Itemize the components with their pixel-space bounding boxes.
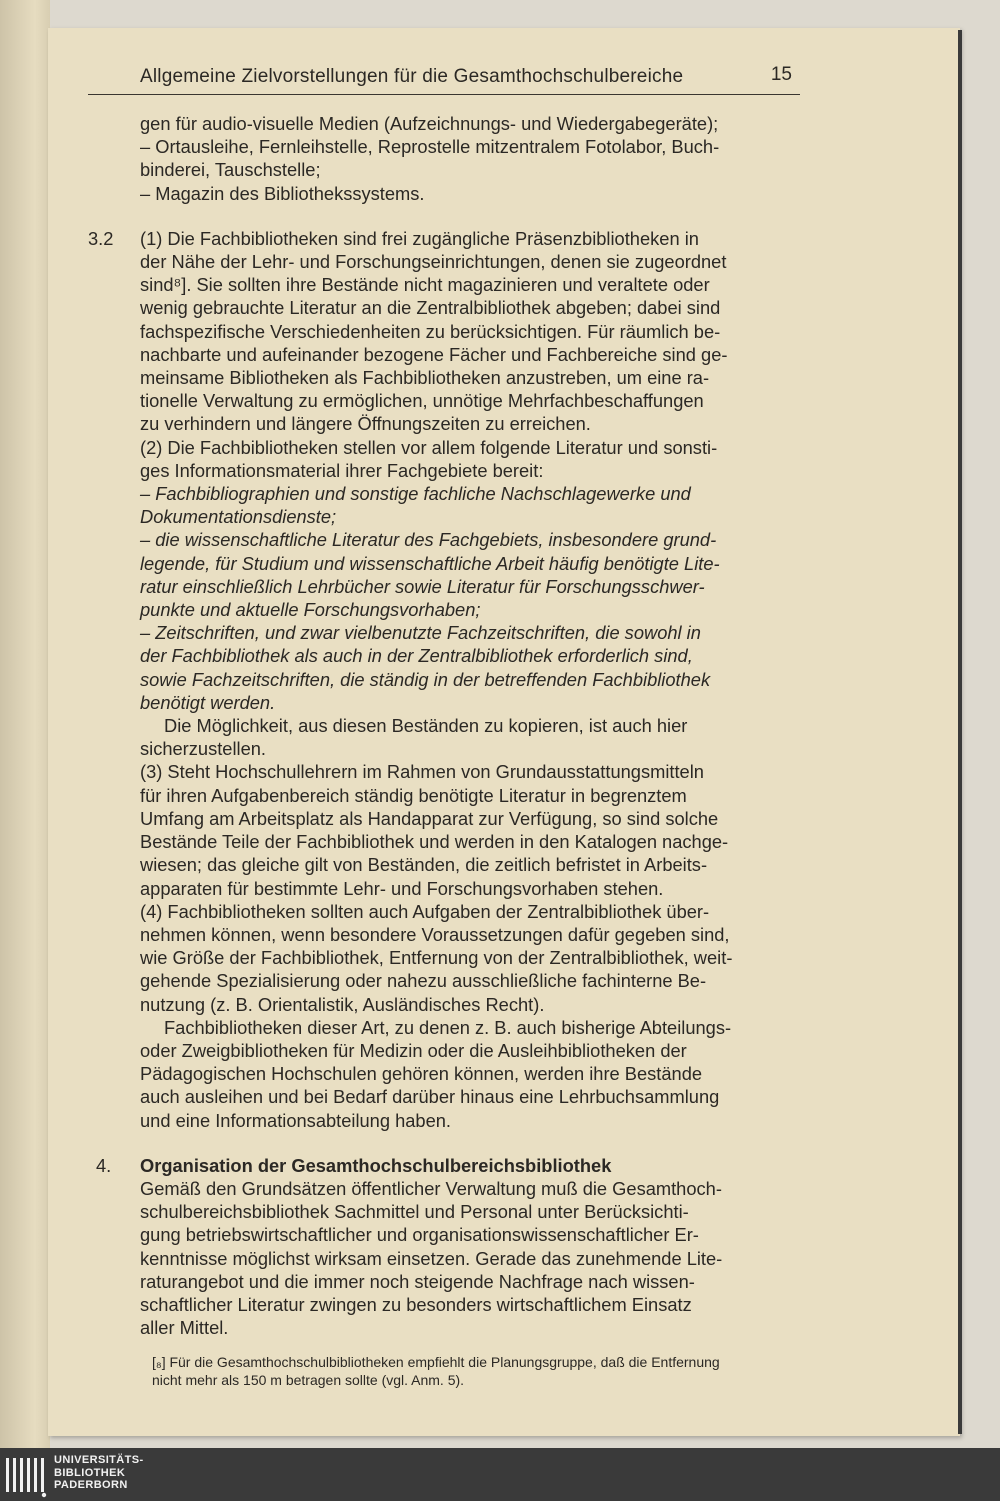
footnote-line: [₈] Für die Gesamthochschulbibliotheken empfiehlt die Planungsgruppe, daß die Entfernung <box>152 1354 720 1371</box>
text-line: gen für audio-visuelle Medien (Aufzeichnungs- und Wiedergabegeräte); <box>140 113 719 134</box>
text-line: nehmen können, wenn besondere Voraussetzungen dafür gegeben sind, <box>140 923 730 945</box>
text-line: sind⁸]. Sie sollten ihre Bestände nicht magazinieren und veraltete oder <box>140 274 710 296</box>
text-line: – Fachbibliographien und sonstige fachliche Nachschlagewerke und <box>140 483 691 505</box>
running-head <box>88 62 800 95</box>
library-name-line: UNIVERSITÄTS- <box>54 1454 144 1466</box>
paragraph-2 <box>88 436 800 761</box>
text-line: aller Mittel. <box>140 1317 229 1339</box>
text-line: Dokumentationsdienste; <box>140 506 337 528</box>
library-name <box>54 1454 144 1492</box>
footnote-line: nicht mehr als 150 m betragen sollte (vgl. Anm. 5). <box>152 1372 465 1389</box>
text-line: Pädagogischen Hochschulen gehören können, werden ihre Bestände <box>140 1063 703 1085</box>
section-number: 3.2 <box>88 227 114 249</box>
text-line: (2) Die Fachbibliotheken stellen vor allem folgende Literatur und sonsti- <box>140 436 718 458</box>
book-spine <box>0 0 50 1448</box>
library-logo-icon <box>4 1454 48 1498</box>
text-line: für ihren Aufgabenbereich ständig benötigte Literatur in begrenztem <box>140 784 687 806</box>
text-line: schulbereichsbibliothek Sachmittel und Personal unter Berücksichti- <box>140 1201 689 1223</box>
text-line: apparaten für bestimmte Lehr- und Forschungsvorhaben stehen. <box>140 877 664 899</box>
text-line: benötigt werden. <box>140 691 276 713</box>
text-line: wenig gebrauchte Literatur an die Zentralbibliothek abgeben; dabei sind <box>140 297 721 319</box>
text-line: der Nähe der Lehr- und Forschungseinrichtungen, denen sie zugeordnet <box>140 251 727 273</box>
text-line: sicherzustellen. <box>140 738 266 760</box>
text-line: wie Größe der Fachbibliothek, Entfernung von der Zentralbibliothek, weit- <box>140 947 733 969</box>
text-line: der Fachbibliothek als auch in der Zentralbibliothek erforderlich sind, <box>140 645 693 667</box>
text-line: auch ausleihen und bei Bedarf darüber hinaus eine Lehrbuchsammlung <box>140 1086 720 1108</box>
running-head-title: Allgemeine Zielvorstellungen für die Gesamthochschulbereiche <box>140 66 684 87</box>
text-line: – Magazin des Bibliothekssystems. <box>140 182 425 204</box>
text-line: Fachbibliotheken dieser Art, zu denen z. B. auch bisherige Abteilungs- <box>164 1016 732 1038</box>
text-line: ratur einschließlich Lehrbücher sowie Literatur für Forschungsschwer- <box>140 575 705 597</box>
text-line: schaftlicher Literatur zwingen zu besonders wirtschaftlichem Einsatz <box>140 1293 692 1315</box>
text-line: Umfang am Arbeitsplatz als Handapparat zur Verfügung, so sind solche <box>140 807 719 829</box>
text-line: (4) Fachbibliotheken sollten auch Aufgaben der Zentralbibliothek über- <box>140 900 710 922</box>
text-line: nachbarte und aufeinander bezogene Fächer und Fachbereiche sind ge- <box>140 343 728 365</box>
text-line: punkte und aktuelle Forschungsvorhaben; <box>140 599 481 621</box>
text-line: – Ortausleihe, Fernleihstelle, Reprostelle mitzentralem Fotolabor, Buch- <box>140 136 720 158</box>
text-line: raturangebot und die immer noch steigende Nachfrage nach wissen- <box>140 1270 695 1292</box>
text-line: Die Möglichkeit, aus diesen Beständen zu kopieren, ist auch hier <box>164 715 688 737</box>
footnote <box>88 1353 800 1389</box>
text-line: wiesen; das gleiche gilt von Beständen, die zeitlich befristet in Arbeits- <box>140 854 708 876</box>
paragraph-3 <box>88 760 800 899</box>
text-line: gehende Spezialisierung oder nahezu ausschließliche fachinterne Be- <box>140 970 707 992</box>
text-line: Bestände Teile der Fachbibliothek und werden in den Katalogen nachge- <box>140 831 729 853</box>
text-line: – die wissenschaftliche Literatur des Fachgebiets, insbesondere grund- <box>140 529 717 551</box>
page-content <box>88 62 800 1389</box>
text-line: binderei, Tauschstelle; <box>140 159 321 181</box>
page-number: 15 <box>770 64 792 85</box>
library-name-line: BIBLIOTHEK <box>54 1466 126 1479</box>
paragraph-4 <box>88 900 800 1132</box>
section-4 <box>88 1154 800 1340</box>
section-3-2 <box>88 227 800 1132</box>
text-line: legende, für Studium und wissenschaftliche Arbeit häufig benötigte Lite- <box>140 552 720 574</box>
text-line: nutzung (z. B. Orientalistik, Ausländisches Recht). <box>140 993 545 1015</box>
text-line: – Zeitschriften, und zwar vielbenutzte Fachzeitschriften, die sowohl in <box>140 622 701 644</box>
text-line: (1) Die Fachbibliotheken sind frei zugängliche Präsenzbibliotheken in <box>140 227 699 249</box>
library-footer-bar <box>0 1448 1000 1501</box>
section-heading: Organisation der Gesamthochschulbereichsbibliothek <box>140 1154 612 1176</box>
text-line: meinsame Bibliotheken als Fachbibliotheken anzustreben, um eine ra- <box>140 367 710 389</box>
text-line: tionelle Verwaltung zu ermöglichen, unnötige Mehrfachbeschaffungen <box>140 390 704 412</box>
text-line: und eine Informationsabteilung haben. <box>140 1109 452 1131</box>
text-line: ges Informationsmaterial ihrer Fachgebiete bereit: <box>140 459 544 481</box>
text-line: Gemäß den Grundsätzen öffentlicher Verwaltung muß die Gesamthoch- <box>140 1177 722 1199</box>
library-name-line: PADERBORN <box>54 1479 128 1491</box>
text-line: gung betriebswirtschaftlicher und organisationswissenschaftlicher Er- <box>140 1224 699 1246</box>
text-line: zu verhindern und längere Öffnungszeiten zu erreichen. <box>140 413 591 435</box>
text-line: (3) Steht Hochschullehrern im Rahmen von Grundausstattungsmitteln <box>140 761 704 783</box>
text-line: kenntnisse möglichst wirksam einsetzen. Gerade das zunehmende Lite- <box>140 1247 723 1269</box>
page-edge <box>958 30 962 1434</box>
text-line: oder Zweigbibliotheken für Medizin oder die Ausleihbibliotheken der <box>140 1039 687 1061</box>
text-line: fachspezifische Verschiedenheiten zu berücksichtigen. Für räumlich be- <box>140 320 721 342</box>
section-number: 4. <box>96 1154 112 1176</box>
intro-list <box>88 112 800 205</box>
paragraph-1 <box>88 227 800 436</box>
text-line: sowie Fachzeitschriften, die ständig in der betreffenden Fachbibliothek <box>140 668 711 690</box>
